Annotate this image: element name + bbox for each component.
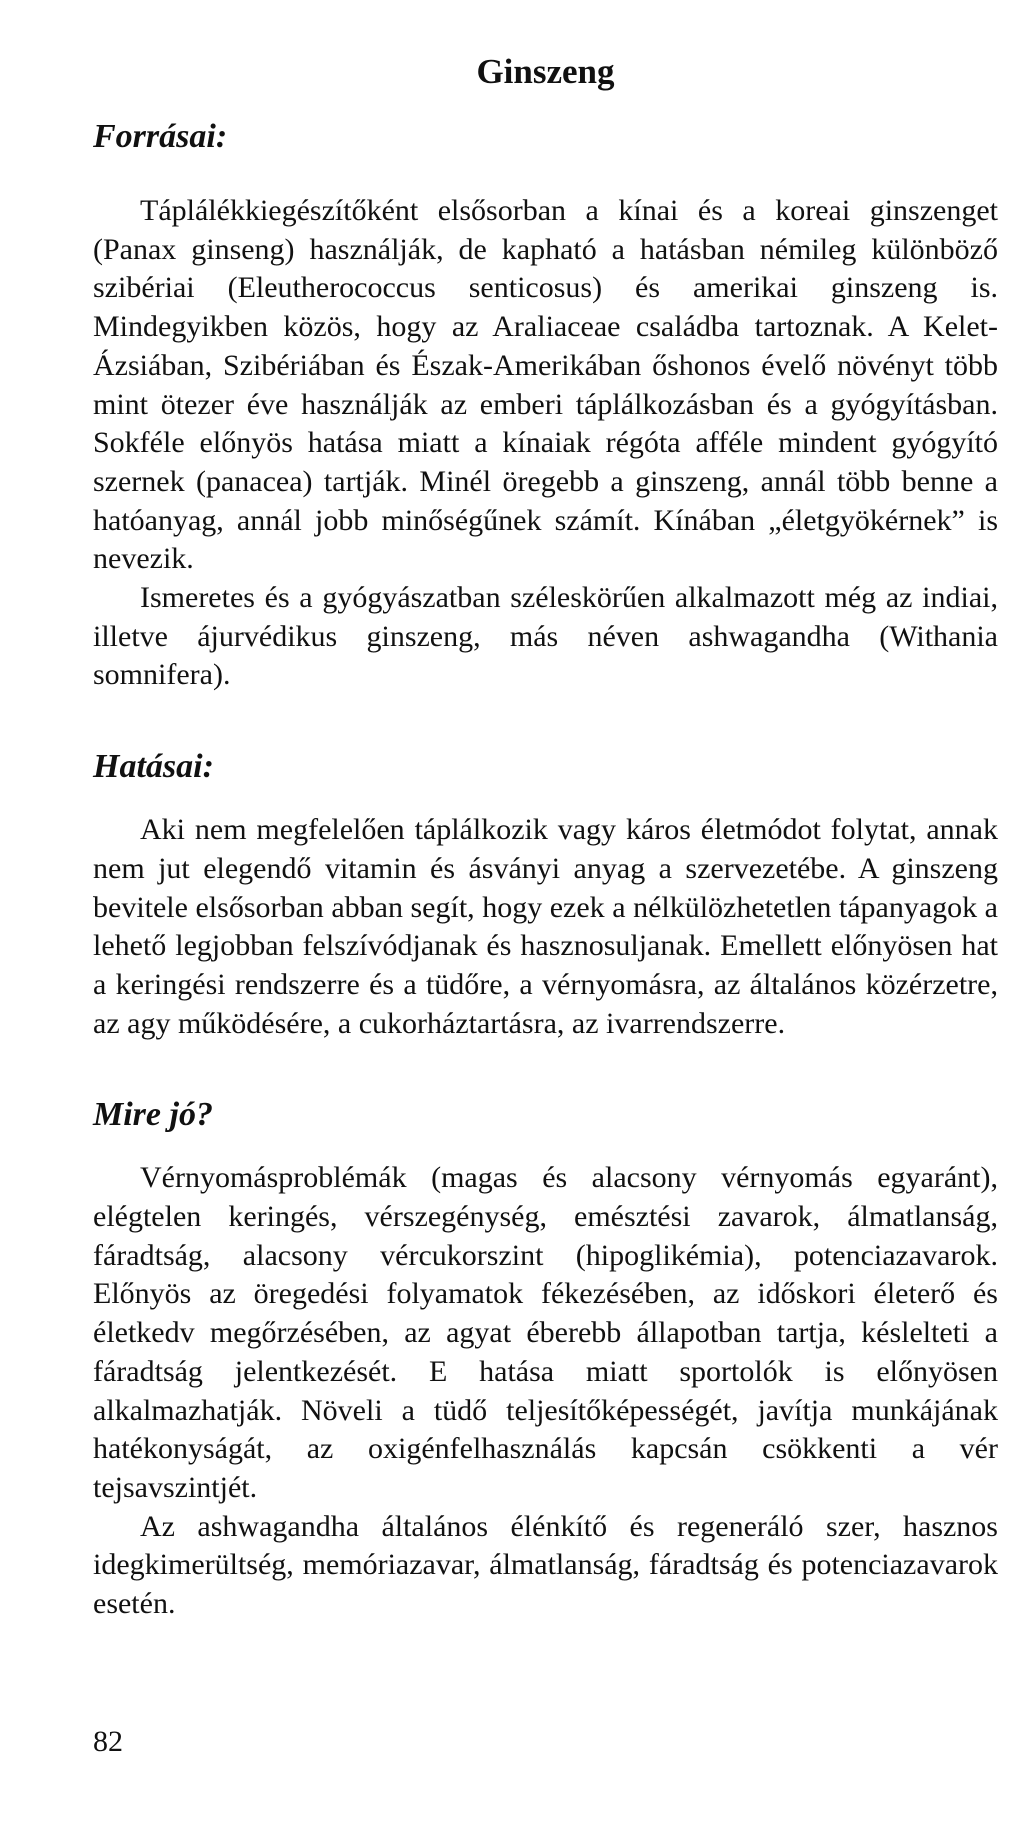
section-hatasai xyxy=(93,740,998,1043)
section-heading-forrasai: Forrásai: xyxy=(93,118,228,155)
page-number: 82 xyxy=(93,1725,123,1758)
section-heading-mire-jo: Mire jó? xyxy=(93,1096,213,1134)
paragraph-mire-jo-1: Vérnyomásproblémák (magas és alacsony vérnyomás egyaránt), elégtelen keringés, vérszegénység, emésztési zavarok, álmatlanság, fáradtság, alacsony vércukorszint (hipoglikémia), potenciazavarok. Előnyös az öregedési folyamatok fékezésében, az időskori életerő és életkedv megőrzésében, az agyat éberebb állapotban tartja, késlelteti a fáradtság jelentkezését. E hatása miatt sportolók is előnyösen alkalmazhatják. Növeli a tüdő teljesítőképességét, javítja munkájának hatékonyságát, az oxigénfelhasználás kapcsán csökkenti a vér tejsavszintjét. xyxy=(93,1161,998,1504)
section-mire-jo xyxy=(93,1088,998,1623)
running-title: Ginszeng xyxy=(476,52,615,91)
book-page xyxy=(93,42,998,1624)
paragraph-forrasai-2: Ismeretes és a gyógyászatban széleskörűen alkalmazott még az indiai, illetve ájurvédikus ginszeng, más néven ashwagandha (Withania somnifera). xyxy=(93,581,998,692)
paragraph-hatasai-1: Aki nem megfelelően táplálkozik vagy káros életmódot folytat, annak nem jut elegendő vitamin és ásványi anyag a szervezetébe. A ginszeng bevitele elsősorban abban segít, hogy ezek a nélkülözhetetlen tápanyagok a lehető legjobban felszívódjanak és hasznosuljanak. Emellett előnyösen hat a keringési rendszerre és a tüdőre, a vérnyomásra, az általános közérzetre, az agy működésére, a cukorháztartásra, az ivarrendszerre. xyxy=(93,813,998,1040)
paragraph-forrasai-1: Táplálékkiegészítőként elsősorban a kínai és a koreai ginszenget (Panax ginseng) használják, de kapható a hatásban némileg különböző szibériai (Eleutherococcus senticosus) és amerikai ginszeng is. Mindegyikben közös, hogy az Araliaceae családba tartoznak. A Kelet-Ázsiában, Szibériában és Észak-Amerikában őshonos évelő növényt több mint ötezer éve használják az emberi táplálkozásban és a gyógyításban. Sokféle előnyös hatása miatt a kínaiak régóta afféle mindent gyógyító szernek (panacea) tartják. Minél öregebb a ginszeng, annál több benne a hatóanyag, annál jobb minőségűnek számít. Kínában „életgyökérnek” is nevezik. xyxy=(93,194,998,576)
section-forrasai xyxy=(93,110,998,695)
paragraph-mire-jo-2: Az ashwagandha általános élénkítő és regeneráló szer, hasznos idegkimerültség, memóriazavar, álmatlanság, fáradtság és potenciazavarok esetén. xyxy=(93,1509,998,1621)
section-heading-hatasai: Hatásai: xyxy=(93,748,214,786)
